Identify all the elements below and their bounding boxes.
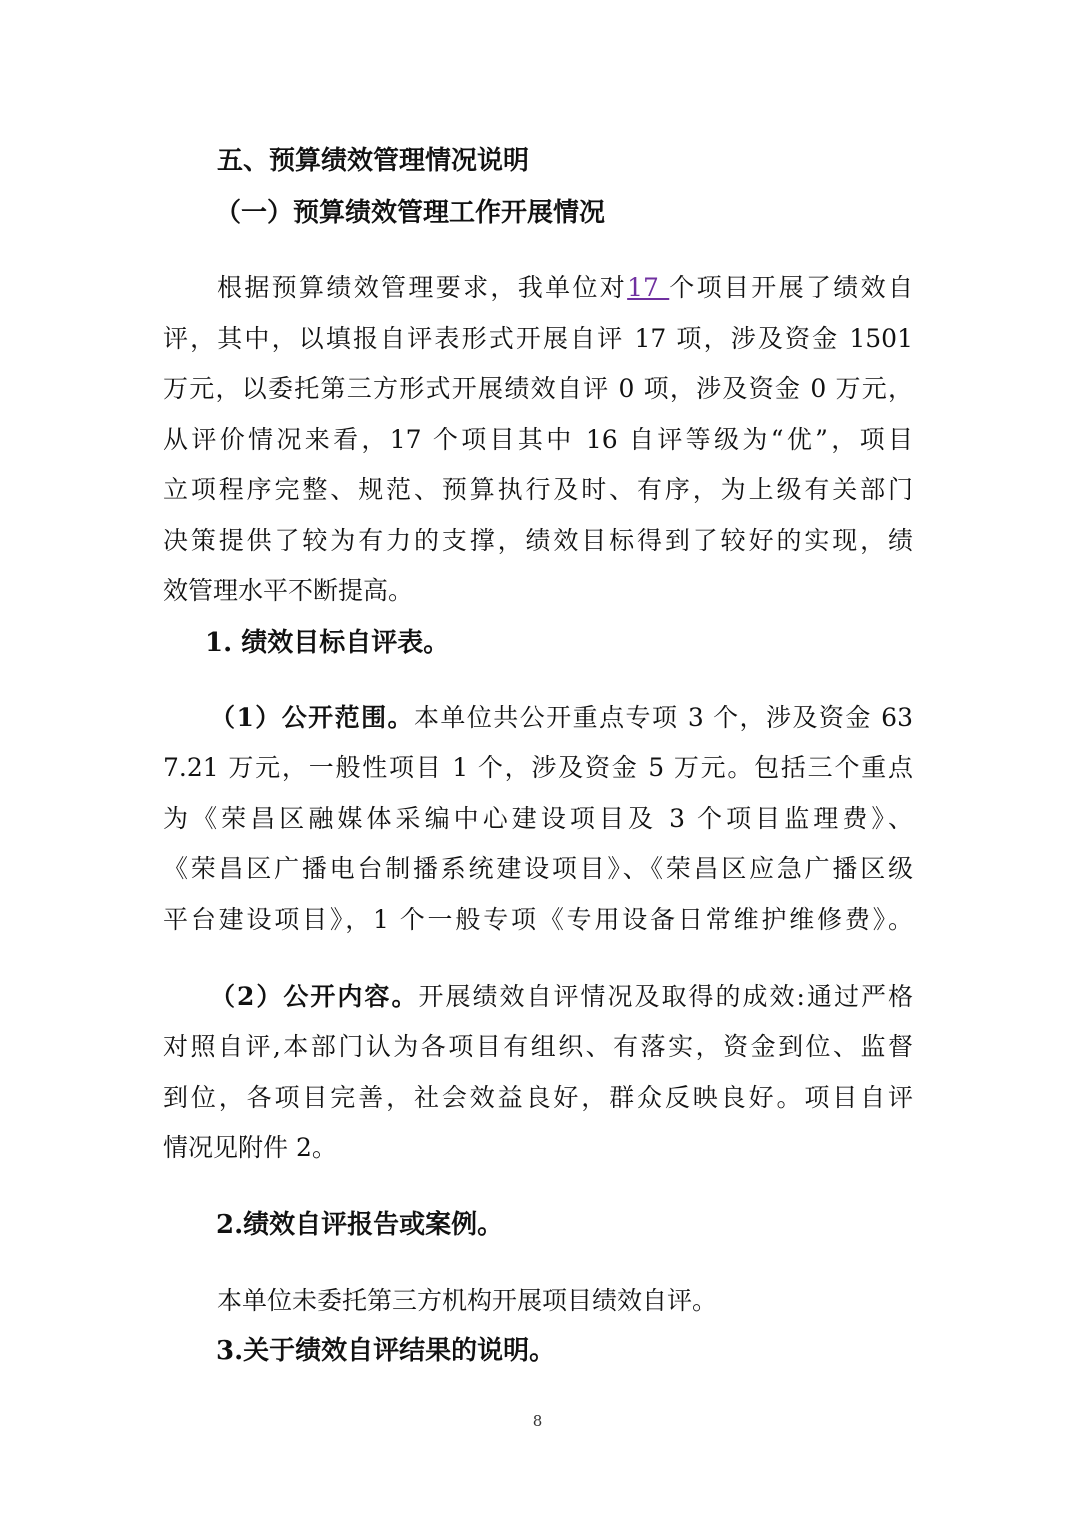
page-number: 8 bbox=[532, 1412, 543, 1430]
project-count-link[interactable]: 17 bbox=[627, 273, 670, 302]
item-1-line-2: 7.21 万元，一般性项目 1 个，涉及资金 5 万元。包括三个重点 bbox=[163, 753, 913, 782]
section-heading-main: 五、预算绩效管理情况说明 bbox=[217, 146, 530, 176]
section-1-title: 1. 绩效目标自评表。 bbox=[205, 628, 450, 658]
paragraph-1-line-2: 评，其中，以填报自评表形式开展自评 17 项，涉及资金 1501 bbox=[163, 324, 913, 353]
paragraph-1-line-4: 从评价情况来看，17 个项目其中 16 自评等级为“优”，项目 bbox=[163, 425, 913, 454]
item-2-line-3: 到位，各项目完善，社会效益良好，群众反映良好。项目自评 bbox=[163, 1083, 913, 1112]
item-1-line-3: 为《荣昌区融媒体采编中心建设项目及 3 个项目监理费》、 bbox=[163, 804, 913, 833]
section-3-title: 3.关于绩效自评结果的说明。 bbox=[216, 1336, 556, 1366]
item-1-label: （1）公开范围。 bbox=[210, 703, 414, 732]
paragraph-1-text-b: 个项目开展了绩效自 bbox=[669, 273, 913, 302]
item-1-line-4: 《荣昌区广播电台制播系统建设项目》、《荣昌区应急广播区级 bbox=[163, 854, 913, 883]
paragraph-1-line-1 bbox=[217, 271, 913, 305]
item-1-line-1 bbox=[210, 701, 913, 735]
section-2-body: 本单位未委托第三方机构开展项目绩效自评。 bbox=[217, 1286, 718, 1315]
item-2-line-2: 对照自评,本部门认为各项目有组织、有落实，资金到位、监督 bbox=[163, 1032, 913, 1061]
item-2-line-1 bbox=[210, 980, 913, 1014]
section-2-title: 2.绩效自评报告或案例。 bbox=[216, 1210, 504, 1240]
paragraph-1-text-a: 根据预算绩效管理要求，我单位对 bbox=[217, 273, 628, 302]
paragraph-1-line-5: 立项程序完整、规范、预算执行及时、有序，为上级有关部门 bbox=[163, 475, 913, 504]
section-heading-sub: （一）预算绩效管理工作开展情况 bbox=[215, 198, 606, 228]
item-1-text: 本单位共公开重点专项 3 个，涉及资金 63 bbox=[413, 703, 913, 732]
paragraph-1-line-3: 万元，以委托第三方形式开展绩效自评 0 项，涉及资金 0 万元， bbox=[163, 374, 913, 403]
item-1-line-5: 平台建设项目》，1 个一般专项《专用设备日常维护维修费》。 bbox=[163, 905, 913, 934]
item-2-label: （2）公开内容。 bbox=[210, 982, 419, 1011]
item-2-line-4: 情况见附件 2。 bbox=[163, 1133, 337, 1162]
paragraph-1-line-6: 决策提供了较为有力的支撑，绩效目标得到了较好的实现，绩 bbox=[163, 526, 913, 555]
paragraph-1-line-7: 效管理水平不断提高。 bbox=[163, 576, 414, 605]
item-2-text: 开展绩效自评情况及取得的成效:通过严格 bbox=[418, 982, 913, 1011]
